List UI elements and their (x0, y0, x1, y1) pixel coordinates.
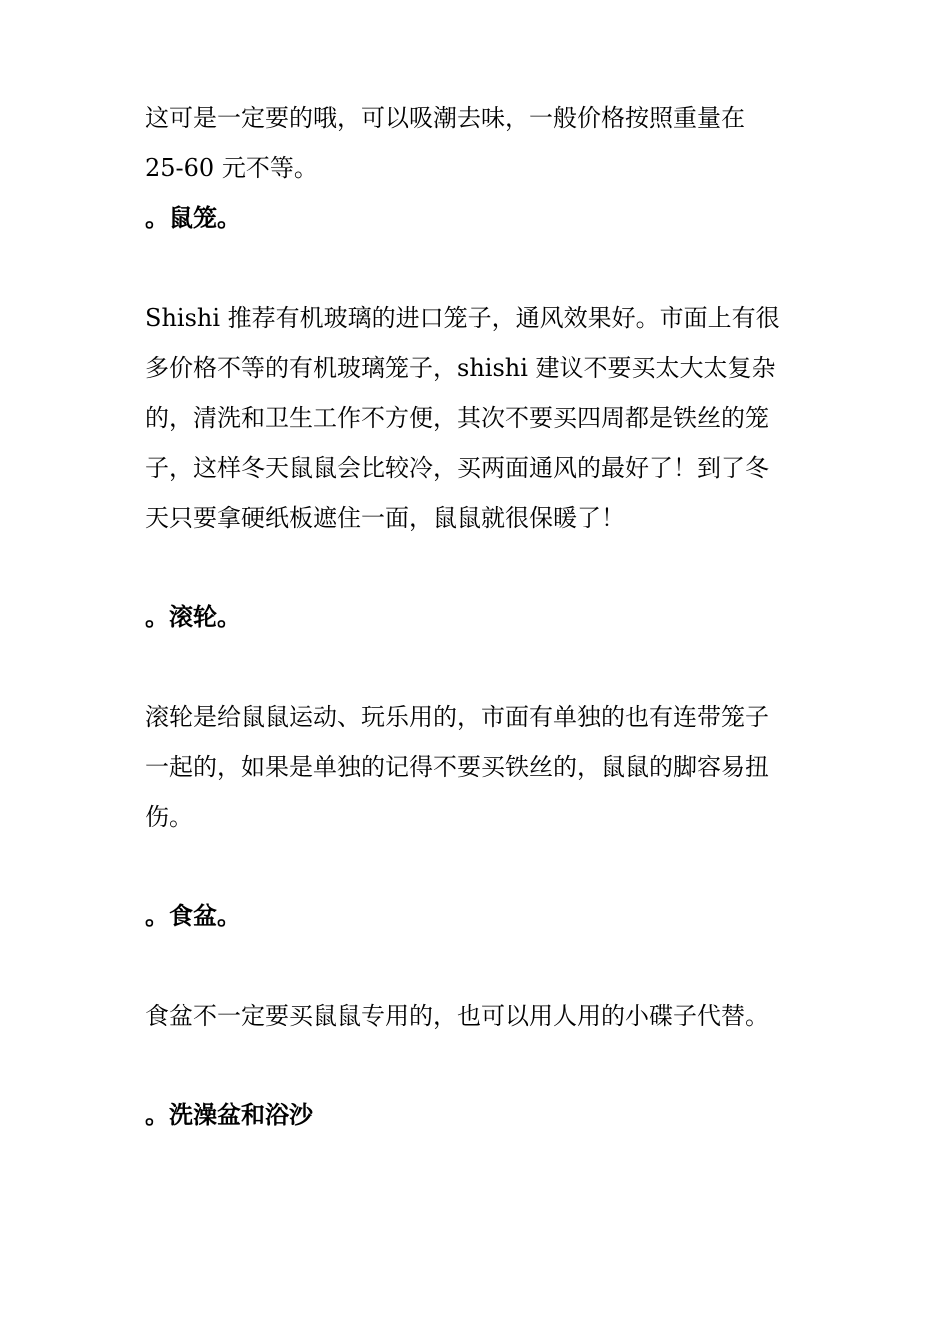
section-heading-food-bowl: 。食盆。 (145, 902, 241, 930)
intro-line-2: 25-60 元不等。 (145, 154, 318, 182)
wheel-line-1: 滚轮是给鼠鼠运动、玩乐用的，市面有单独的也有连带笼子 (145, 703, 769, 731)
wheel-line-3: 伤。 (145, 803, 193, 831)
wheel-line-2: 一起的，如果是单独的记得不要买铁丝的，鼠鼠的脚容易扭 (145, 753, 769, 781)
food-bowl-line-1: 食盆不一定要买鼠鼠专用的，也可以用人用的小碟子代替。 (145, 1002, 769, 1030)
section-heading-bath: 。洗澡盆和浴沙 (145, 1101, 313, 1129)
cage-line-1: Shishi 推荐有机玻璃的进口笼子，通风效果好。市面上有很 (145, 304, 780, 332)
cage-line-4: 子，这样冬天鼠鼠会比较冷，买两面通风的最好了！到了冬 (145, 454, 769, 482)
cage-line-2: 多价格不等的有机玻璃笼子，shishi 建议不要买太大太复杂 (145, 354, 776, 382)
section-heading-cage: 。鼠笼。 (145, 204, 241, 232)
cage-line-5: 天只要拿硬纸板遮住一面，鼠鼠就很保暖了！ (145, 504, 625, 532)
intro-line-1: 这可是一定要的哦，可以吸潮去味，一般价格按照重量在 (145, 104, 745, 132)
section-heading-wheel: 。滚轮。 (145, 603, 241, 631)
cage-line-3: 的，清洗和卫生工作不方便，其次不要买四周都是铁丝的笼 (145, 404, 769, 432)
